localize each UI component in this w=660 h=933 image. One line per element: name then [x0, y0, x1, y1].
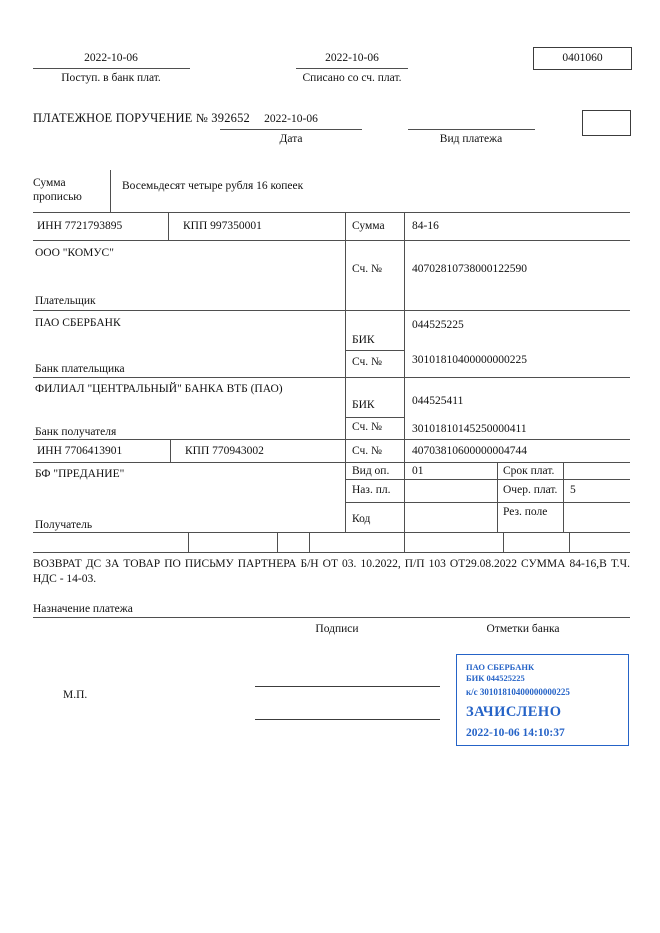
tax-row-divider: [404, 532, 405, 552]
grid-line: [33, 439, 630, 440]
payer-bank-bik-label: БИК: [352, 334, 375, 346]
payment-purpose-text: ВОЗВРАТ ДС ЗА ТОВАР ПО ПИСЬМУ ПАРТНЕРА Б/Н ОТ 03. 10.2022, П/П 103 ОТ29.08.2022 СУММА 84-16,В Т.Ч. НДС - 14-03.: [33, 558, 630, 585]
stamp-bik: БИК 044525225: [466, 672, 525, 683]
grid-line: [33, 532, 630, 533]
tax-row-divider: [569, 532, 570, 552]
payer-bank-corr-label: Сч. №: [352, 356, 383, 368]
receiver-bank-label: Банк получателя: [35, 426, 117, 438]
label-column-divider: [345, 212, 346, 532]
receiver-account-label: Сч. №: [352, 445, 383, 457]
receiver-name: БФ "ПРЕДАНИЕ": [35, 468, 125, 480]
debited-date: 2022-10-06: [325, 52, 379, 64]
tax-row-divider: [503, 532, 504, 552]
naz-pl-label: Наз. пл.: [352, 484, 391, 496]
receiver-bank-bik-label: БИК: [352, 399, 375, 411]
sum-words-divider: [110, 170, 111, 212]
debited-underline: [296, 68, 408, 69]
debited-label: Списано со сч. плат.: [302, 72, 402, 84]
received-underline: [33, 68, 190, 69]
signatures-label: Подписи: [315, 623, 359, 635]
payer-account: 40702810738000122590: [412, 263, 527, 275]
grid-line: [33, 240, 630, 241]
priority-value: 5: [570, 484, 576, 496]
payer-bank-corr-account: 30101810400000000225: [412, 354, 527, 366]
bik-account-divider-receiver-bank: [345, 417, 404, 418]
pay-term-label: Срок плат.: [503, 465, 555, 477]
grid-line: [345, 479, 630, 480]
payment-purpose-label: Назначение платежа: [33, 603, 133, 615]
grid-line: [345, 502, 630, 503]
stamp-datetime: 2022-10-06 14:10:37: [466, 727, 565, 739]
sum-label: Сумма: [352, 220, 385, 232]
date-underline: [220, 129, 362, 130]
bank-stamp: [456, 654, 629, 746]
grid-line: [33, 212, 630, 213]
receiver-label: Получатель: [35, 519, 93, 531]
code-label: Код: [352, 513, 371, 525]
op-type-label: Вид оп.: [352, 465, 390, 477]
receiver-bank-corr-label: Сч. №: [352, 421, 383, 433]
payer-inn: ИНН 7721793895: [37, 220, 123, 232]
receiver-bank-corr-account: 30101810145250000411: [412, 423, 527, 435]
payer-bank-label: Банк плательщика: [35, 363, 125, 375]
date-label: Дата: [279, 133, 303, 145]
stamp-place-label: М.П.: [63, 689, 88, 701]
payer-kpp: КПП 997350001: [183, 220, 262, 232]
tax-row-divider: [309, 532, 310, 552]
inn-kpp-divider-payer: [168, 212, 169, 240]
tax-row-divider: [277, 532, 278, 552]
receiver-inn: ИНН 7706413901: [37, 445, 123, 457]
payment-type-label: Вид платежа: [439, 133, 503, 145]
received-in-bank-label: Поступ. в банк плат.: [61, 72, 161, 84]
bank-marks-label: Отметки банка: [486, 623, 560, 635]
receiver-account: 40703810600000004744: [412, 445, 527, 457]
payment-type-underline: [408, 129, 535, 130]
receiver-bank-bik: 044525411: [412, 395, 464, 407]
right-value-column-divider: [563, 462, 564, 532]
grid-line: [33, 377, 630, 378]
stamp-bank-name: ПАО СБЕРБАНК: [466, 662, 535, 672]
payer-label: Плательщик: [35, 295, 96, 307]
payer-account-label: Сч. №: [352, 263, 383, 275]
receiver-kpp: КПП 770943002: [185, 445, 264, 457]
document-date: 2022-10-06: [264, 113, 318, 125]
signature-line-2: [255, 719, 440, 720]
stamp-status: ЗАЧИСЛЕНО: [466, 704, 562, 720]
sum-words-label-2: прописью: [33, 191, 82, 203]
sum-value: 84-16: [412, 220, 439, 232]
op-type-value: 01: [412, 465, 424, 477]
stamp-corr-account: к/с 30101810400000000225: [466, 687, 570, 697]
inn-kpp-divider-receiver: [170, 439, 171, 462]
payer-bank-bik: 044525225: [412, 319, 464, 331]
grid-line: [33, 310, 630, 311]
received-in-bank-date: 2022-10-06: [84, 52, 138, 64]
right-label-column-divider: [497, 462, 498, 532]
tax-row-divider: [188, 532, 189, 552]
payer-name: ООО "КОМУС": [35, 247, 114, 259]
value-column-divider: [404, 212, 405, 532]
purpose-underline: [33, 617, 630, 618]
priority-label: Очер. плат.: [503, 484, 558, 496]
bik-account-divider-payer-bank: [345, 350, 404, 351]
sum-words-label-1: Сумма: [33, 177, 66, 189]
signature-line-1: [255, 686, 440, 687]
receiver-bank-name: ФИЛИАЛ "ЦЕНТРАЛЬНЫЙ" БАНКА ВТБ (ПАО): [35, 383, 283, 395]
status-code-box: [582, 110, 631, 136]
form-code-box: 0401060: [533, 47, 632, 70]
grid-line: [33, 462, 630, 463]
grid-line: [33, 552, 630, 553]
payer-bank-name: ПАО СБЕРБАНК: [35, 317, 121, 329]
sum-words-value: Восемьдесят четыре рубля 16 копеек: [122, 180, 304, 192]
document-title: ПЛАТЕЖНОЕ ПОРУЧЕНИЕ № 392652: [33, 111, 250, 125]
reserve-field-label: Рез. поле: [503, 506, 548, 518]
